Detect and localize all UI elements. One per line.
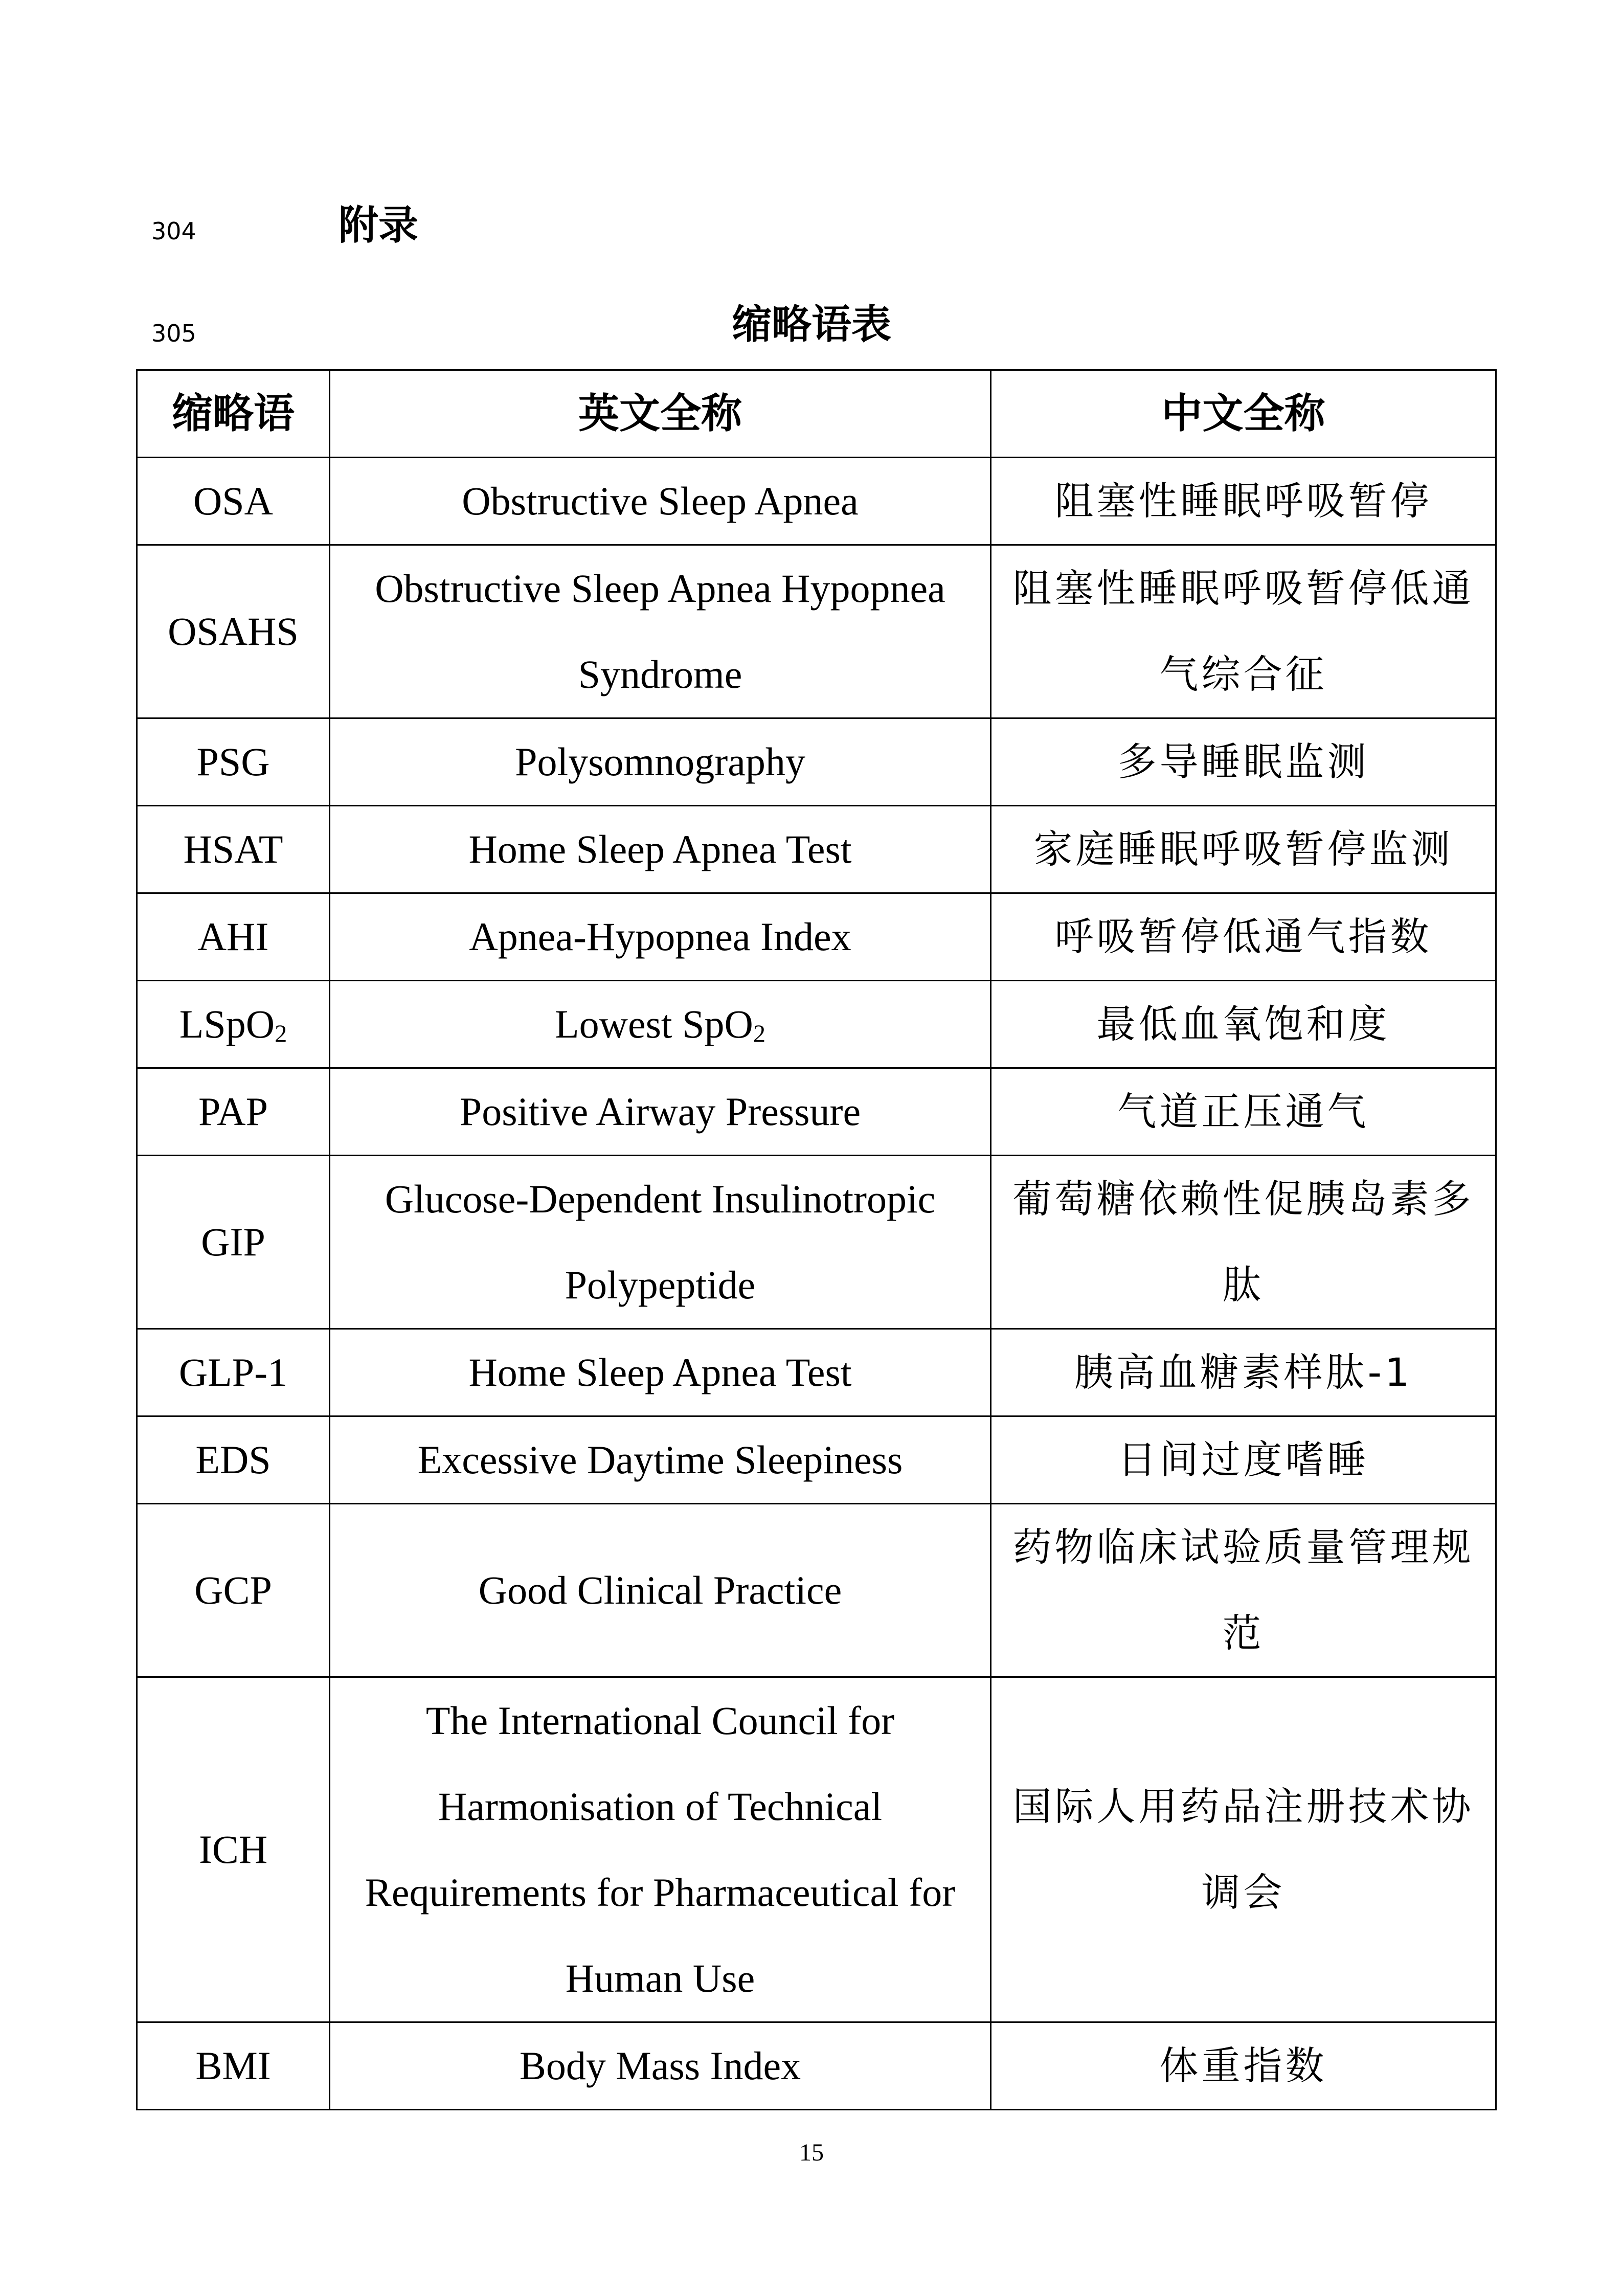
chinese-name-cell: 呼吸暂停低通气指数 <box>991 893 1496 981</box>
abbreviation-cell: GIP <box>137 1156 330 1329</box>
chinese-name-cell: 体重指数 <box>991 2022 1496 2110</box>
header-chinese-name: 中文全称 <box>991 370 1496 458</box>
abbreviation-text: LSpO <box>179 1002 275 1046</box>
line-number-305: 305 <box>151 320 196 347</box>
table-row <box>137 1677 1496 2022</box>
table-row <box>137 1504 1496 1677</box>
abbreviation-cell: GCP <box>137 1504 330 1677</box>
chinese-name-cell: 最低血氧饱和度 <box>991 981 1496 1068</box>
chinese-name-cell: 国际人用药品注册技术协调会 <box>991 1677 1496 2022</box>
appendix-heading: 附录 <box>339 202 419 249</box>
english-name-cell: The International Council for Harmonisation of Technical Requirements for Pharmaceutical for Human Use <box>330 1677 991 2022</box>
page-number: 15 <box>799 2139 824 2166</box>
english-name-cell: Apnea-Hypopnea Index <box>330 893 991 981</box>
chinese-name-cell: 阻塞性睡眠呼吸暂停 <box>991 458 1496 545</box>
abbreviation-cell: OSA <box>137 458 330 545</box>
table-header-row <box>137 370 1496 458</box>
english-name-cell: Positive Airway Pressure <box>330 1068 991 1156</box>
header-abbreviation: 缩略语 <box>137 370 330 458</box>
table-row <box>137 1416 1496 1504</box>
header-english-name: 英文全称 <box>330 370 991 458</box>
english-name-cell: Excessive Daytime Sleepiness <box>330 1416 991 1504</box>
abbreviation-cell: EDS <box>137 1416 330 1504</box>
table-row <box>137 458 1496 545</box>
english-name-cell: Home Sleep Apnea Test <box>330 1329 991 1416</box>
subscript-2: 2 <box>753 1020 766 1048</box>
table-row <box>137 718 1496 806</box>
line-number-304: 304 <box>151 217 196 245</box>
english-name-text: Lowest SpO <box>554 1002 753 1046</box>
abbreviation-cell: AHI <box>137 893 330 981</box>
chinese-name-cell: 阻塞性睡眠呼吸暂停低通气综合征 <box>991 545 1496 718</box>
abbreviation-cell: PAP <box>137 1068 330 1156</box>
table-row <box>137 806 1496 893</box>
abbreviation-cell: PSG <box>137 718 330 806</box>
english-name-cell: Obstructive Sleep Apnea Hypopnea Syndrome <box>330 545 991 718</box>
abbreviation-table <box>136 369 1497 2110</box>
abbreviation-cell: GLP-1 <box>137 1329 330 1416</box>
english-name-cell: Obstructive Sleep Apnea <box>330 458 991 545</box>
abbreviation-cell: OSAHS <box>137 545 330 718</box>
table-row <box>137 893 1496 981</box>
table-row <box>137 2022 1496 2110</box>
abbreviation-cell: BMI <box>137 2022 330 2110</box>
english-name-cell: Glucose-Dependent Insulinotropic Polypeptide <box>330 1156 991 1329</box>
chinese-name-cell: 气道正压通气 <box>991 1068 1496 1156</box>
chinese-name-cell: 家庭睡眠呼吸暂停监测 <box>991 806 1496 893</box>
english-name-cell: Good Clinical Practice <box>330 1504 991 1677</box>
table-row <box>137 545 1496 718</box>
table-row <box>137 981 1496 1068</box>
chinese-name-cell: 日间过度嗜睡 <box>991 1416 1496 1504</box>
chinese-name-cell: 胰高血糖素样肽-1 <box>991 1329 1496 1416</box>
chinese-name-cell: 多导睡眠监测 <box>991 718 1496 806</box>
subscript-2: 2 <box>275 1020 287 1048</box>
abbreviation-cell <box>137 981 330 1068</box>
english-name-cell: Polysomnography <box>330 718 991 806</box>
chinese-name-cell: 葡萄糖依赖性促胰岛素多肽 <box>991 1156 1496 1329</box>
english-name-cell: Body Mass Index <box>330 2022 991 2110</box>
english-name-cell: Home Sleep Apnea Test <box>330 806 991 893</box>
abbreviation-cell: HSAT <box>137 806 330 893</box>
table-row <box>137 1068 1496 1156</box>
english-name-cell <box>330 981 991 1068</box>
chinese-name-cell: 药物临床试验质量管理规范 <box>991 1504 1496 1677</box>
abbreviation-cell: ICH <box>137 1677 330 2022</box>
table-title: 缩略语表 <box>731 302 891 348</box>
table-row <box>137 1329 1496 1416</box>
table-row <box>137 1156 1496 1329</box>
